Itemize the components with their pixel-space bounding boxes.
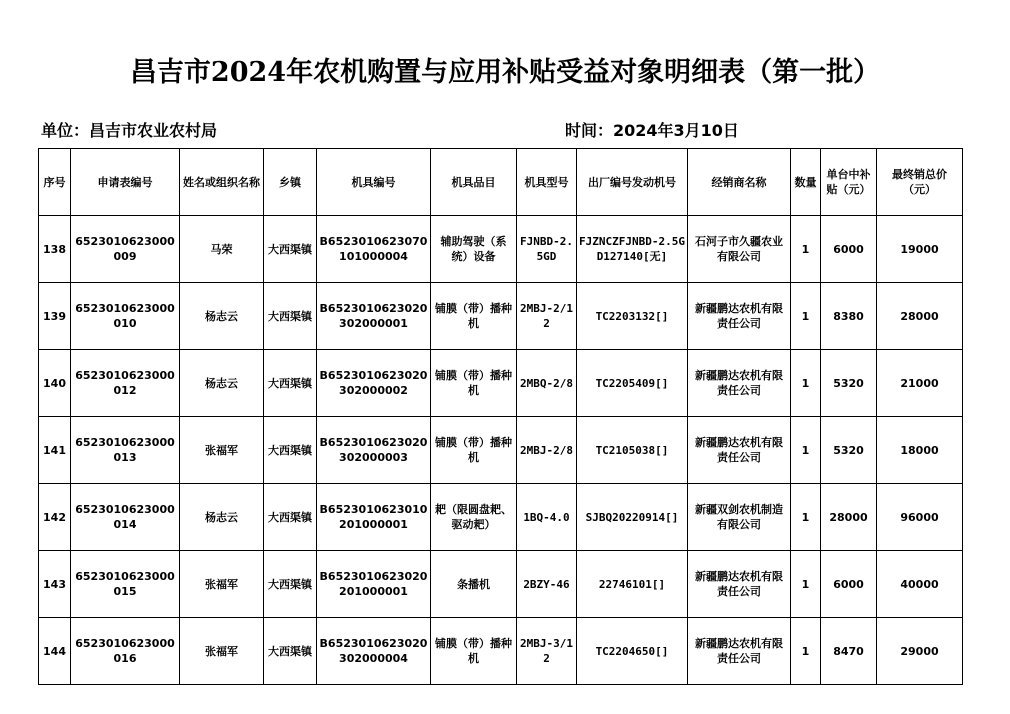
cell-applicant: 杨志云 [180, 484, 264, 551]
cell-town: 大西渠镇 [264, 417, 317, 484]
header-cell: 经销商名称 [688, 149, 791, 216]
cell-serial: FJZNCZFJNBD-2.5GD127140[无] [577, 216, 688, 283]
table-row [39, 350, 963, 417]
cell-model: 2MBJ-2/12 [517, 283, 577, 350]
cell-model: 2MBJ-2/8 [517, 417, 577, 484]
cell-machine-no: B6523010623020302000002 [317, 350, 431, 417]
cell-quantity: 1 [791, 283, 821, 350]
cell-quantity: 1 [791, 484, 821, 551]
cell-application-no: 6523010623000014 [71, 484, 180, 551]
cell-application-no: 6523010623000009 [71, 216, 180, 283]
cell-applicant: 张福军 [180, 417, 264, 484]
cell-subsidy: 8470 [821, 618, 877, 685]
cell-application-no: 6523010623000016 [71, 618, 180, 685]
header-cell: 最终销总价（元） [877, 149, 963, 216]
cell-total-price: 19000 [877, 216, 963, 283]
cell-applicant: 张福军 [180, 551, 264, 618]
cell-dealer: 新疆双剑农机制造有限公司 [688, 484, 791, 551]
cell-category: 铺膜（带）播种机 [431, 417, 517, 484]
cell-dealer: 新疆鹏达农机有限责任公司 [688, 283, 791, 350]
cell-serial: 22746101[] [577, 551, 688, 618]
cell-subsidy: 8380 [821, 283, 877, 350]
cell-machine-no: B6523010623010201000001 [317, 484, 431, 551]
header-cell: 出厂编号发动机号 [577, 149, 688, 216]
cell-index: 142 [39, 484, 71, 551]
table-row [39, 551, 963, 618]
cell-serial: SJBQ20220914[] [577, 484, 688, 551]
header-cell: 序号 [39, 149, 71, 216]
cell-machine-no: B6523010623020302000001 [317, 283, 431, 350]
cell-index: 138 [39, 216, 71, 283]
header-cell: 数量 [791, 149, 821, 216]
date-label: 时间：2024年3月10日 [565, 121, 739, 140]
table-row [39, 618, 963, 685]
cell-machine-no: B6523010623020302000004 [317, 618, 431, 685]
cell-quantity: 1 [791, 551, 821, 618]
cell-serial: TC2105038[] [577, 417, 688, 484]
cell-category: 铺膜（带）播种机 [431, 618, 517, 685]
cell-town: 大西渠镇 [264, 484, 317, 551]
cell-index: 143 [39, 551, 71, 618]
cell-quantity: 1 [791, 618, 821, 685]
table-header-row [39, 149, 963, 216]
cell-index: 141 [39, 417, 71, 484]
cell-total-price: 96000 [877, 484, 963, 551]
header-cell: 机具编号 [317, 149, 431, 216]
cell-serial: TC2203132[] [577, 283, 688, 350]
cell-subsidy: 5320 [821, 350, 877, 417]
cell-quantity: 1 [791, 417, 821, 484]
cell-machine-no: B6523010623020201000001 [317, 551, 431, 618]
cell-subsidy: 6000 [821, 551, 877, 618]
cell-total-price: 29000 [877, 618, 963, 685]
cell-applicant: 马荣 [180, 216, 264, 283]
cell-model: 2MBJ-3/12 [517, 618, 577, 685]
cell-subsidy: 6000 [821, 216, 877, 283]
table-row [39, 417, 963, 484]
cell-dealer: 新疆鹏达农机有限责任公司 [688, 551, 791, 618]
cell-model: 2MBQ-2/8 [517, 350, 577, 417]
cell-application-no: 6523010623000015 [71, 551, 180, 618]
cell-dealer: 新疆鹏达农机有限责任公司 [688, 417, 791, 484]
cell-model: 2BZY-46 [517, 551, 577, 618]
cell-applicant: 杨志云 [180, 283, 264, 350]
cell-total-price: 28000 [877, 283, 963, 350]
table-row [39, 484, 963, 551]
cell-quantity: 1 [791, 216, 821, 283]
cell-model: 1BQ-4.0 [517, 484, 577, 551]
cell-town: 大西渠镇 [264, 551, 317, 618]
cell-town: 大西渠镇 [264, 618, 317, 685]
cell-category: 辅助驾驶（系统）设备 [431, 216, 517, 283]
cell-application-no: 6523010623000013 [71, 417, 180, 484]
cell-index: 139 [39, 283, 71, 350]
cell-model: FJNBD-2.5GD [517, 216, 577, 283]
header-cell: 单台中补贴（元） [821, 149, 877, 216]
cell-category: 铺膜（带）播种机 [431, 283, 517, 350]
cell-serial: TC2204650[] [577, 618, 688, 685]
cell-applicant: 张福军 [180, 618, 264, 685]
header-cell: 申请表编号 [71, 149, 180, 216]
cell-index: 144 [39, 618, 71, 685]
beneficiary-table [38, 148, 963, 685]
header-cell: 乡镇 [264, 149, 317, 216]
cell-category: 耙（限圆盘耙、驱动耙） [431, 484, 517, 551]
cell-town: 大西渠镇 [264, 283, 317, 350]
table-row [39, 283, 963, 350]
cell-application-no: 6523010623000012 [71, 350, 180, 417]
header-cell: 机具品目 [431, 149, 517, 216]
cell-total-price: 21000 [877, 350, 963, 417]
cell-applicant: 杨志云 [180, 350, 264, 417]
cell-dealer: 石河子市久疆农业有限公司 [688, 216, 791, 283]
header-cell: 姓名或组织名称 [180, 149, 264, 216]
cell-index: 140 [39, 350, 71, 417]
cell-serial: TC2205409[] [577, 350, 688, 417]
cell-subsidy: 28000 [821, 484, 877, 551]
cell-machine-no: B6523010623020302000003 [317, 417, 431, 484]
cell-category: 条播机 [431, 551, 517, 618]
cell-total-price: 40000 [877, 551, 963, 618]
page-title: 昌吉市2024年农机购置与应用补贴受益对象明细表（第一批） [129, 57, 881, 88]
cell-town: 大西渠镇 [264, 216, 317, 283]
table-row [39, 216, 963, 283]
cell-machine-no: B6523010623070101000004 [317, 216, 431, 283]
unit-label: 单位：昌吉市农业农村局 [41, 121, 218, 140]
cell-town: 大西渠镇 [264, 350, 317, 417]
cell-total-price: 18000 [877, 417, 963, 484]
cell-dealer: 新疆鹏达农机有限责任公司 [688, 618, 791, 685]
cell-subsidy: 5320 [821, 417, 877, 484]
cell-quantity: 1 [791, 350, 821, 417]
cell-category: 铺膜（带）播种机 [431, 350, 517, 417]
cell-application-no: 6523010623000010 [71, 283, 180, 350]
header-cell: 机具型号 [517, 149, 577, 216]
cell-dealer: 新疆鹏达农机有限责任公司 [688, 350, 791, 417]
